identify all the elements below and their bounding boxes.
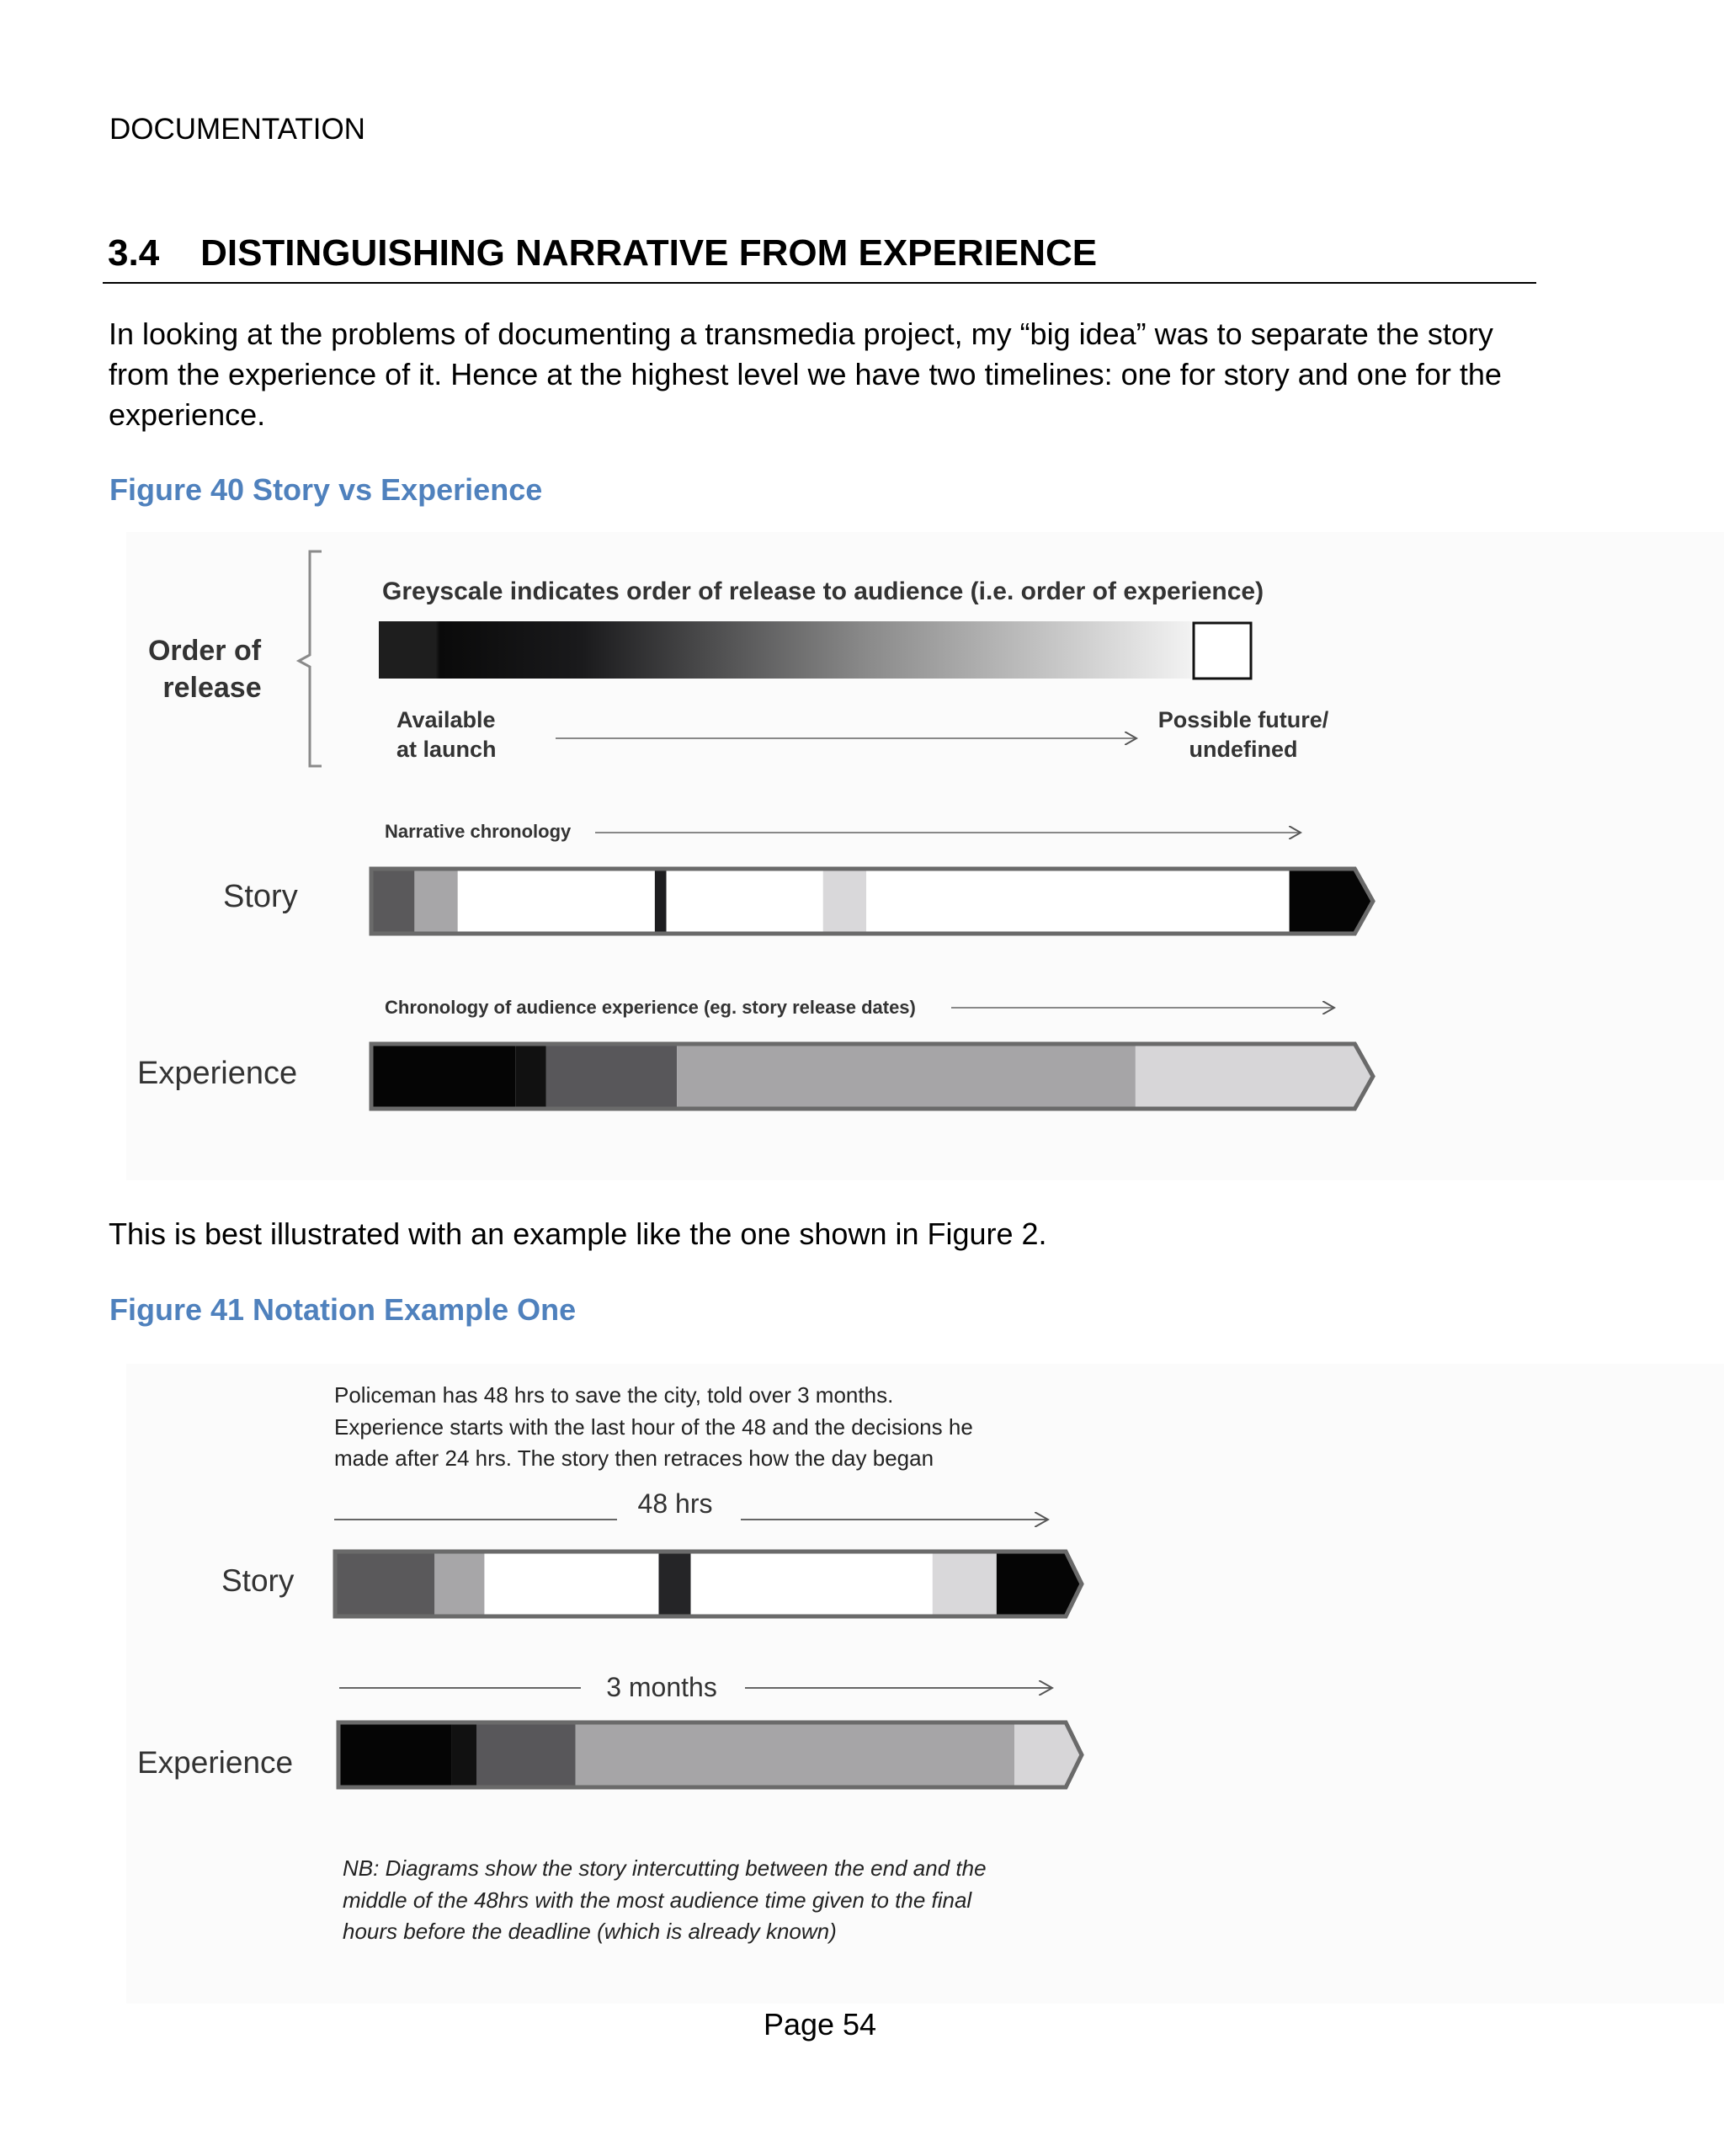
timeline-segment <box>476 1722 576 1787</box>
available-at-launch-label: Available <box>396 707 496 732</box>
experience-label: Experience <box>137 1745 294 1780</box>
page-number: Page 54 <box>763 2007 877 2042</box>
timeline-segment <box>484 1552 658 1616</box>
possible-future-label: Possible future/ <box>1157 707 1329 732</box>
timeline-segment <box>997 1552 1046 1616</box>
timeline-segment <box>335 1552 434 1616</box>
timeline-segment <box>658 1552 690 1616</box>
story-timeline-bar <box>335 1552 1082 1616</box>
example-description: Experience starts with the last hour of the 48 and the decisions he <box>334 1414 973 1440</box>
order-of-release-label: release <box>162 672 262 704</box>
figure-40-caption: Figure 40 Story vs Experience <box>109 472 543 507</box>
experience-span-label: 3 months <box>606 1672 717 1702</box>
timeline-segment <box>338 1722 452 1787</box>
intro-paragraph: In looking at the problems of documenting a transmedia project, my “big idea” was to separate the story from the experience of it. Hence at the highest level we have two timelines: one for story and one for the experience. <box>109 317 1502 432</box>
story-span-label: 48 hrs <box>637 1488 713 1519</box>
timeline-segment <box>691 1552 933 1616</box>
possible-future-label: undefined <box>1189 737 1298 762</box>
example-description: Policeman has 48 hrs to save the city, told over 3 months. <box>334 1382 894 1408</box>
timeline-segment <box>452 1722 476 1787</box>
greyscale-note: Greyscale indicates order of release to audience (i.e. order of experience) <box>382 578 1264 605</box>
experience-label: Experience <box>137 1056 298 1091</box>
example-paragraph: This is best illustrated with an example like the one shown in Figure 2. <box>109 1216 1047 1251</box>
example-note: hours before the deadline (which is already known) <box>343 1919 837 1944</box>
example-note: middle of the 48hrs with the most audience time given to the final <box>343 1887 972 1913</box>
experience-chronology-label: Chronology of audience experience (eg. story release dates) <box>385 997 916 1018</box>
timeline-segment <box>1014 1722 1046 1787</box>
order-of-release-label: Order of <box>147 635 262 667</box>
example-note: NB: Diagrams show the story intercutting between the end and the <box>343 1855 987 1881</box>
timeline-segment <box>576 1722 1014 1787</box>
timeline-segment <box>434 1552 484 1616</box>
running-header: DOCUMENTATION <box>109 113 365 146</box>
figure-41-caption: Figure 41 Notation Example One <box>109 1292 577 1327</box>
example-description: made after 24 hrs. The story then retraces how the day began <box>334 1445 934 1471</box>
story-label: Story <box>221 1563 295 1598</box>
experience-timeline-bar <box>338 1722 1082 1787</box>
timeline-segment <box>933 1552 997 1616</box>
narrative-chronology-label: Narrative chronology <box>385 821 572 842</box>
timeline-arrow-tip <box>1046 1722 1082 1787</box>
section-heading: 3.4 DISTINGUISHING NARRATIVE FROM EXPERIENCE <box>108 232 1098 274</box>
available-at-launch-label: at launch <box>396 737 497 762</box>
story-label: Story <box>223 879 298 914</box>
timeline-arrow-tip <box>1046 1552 1082 1616</box>
